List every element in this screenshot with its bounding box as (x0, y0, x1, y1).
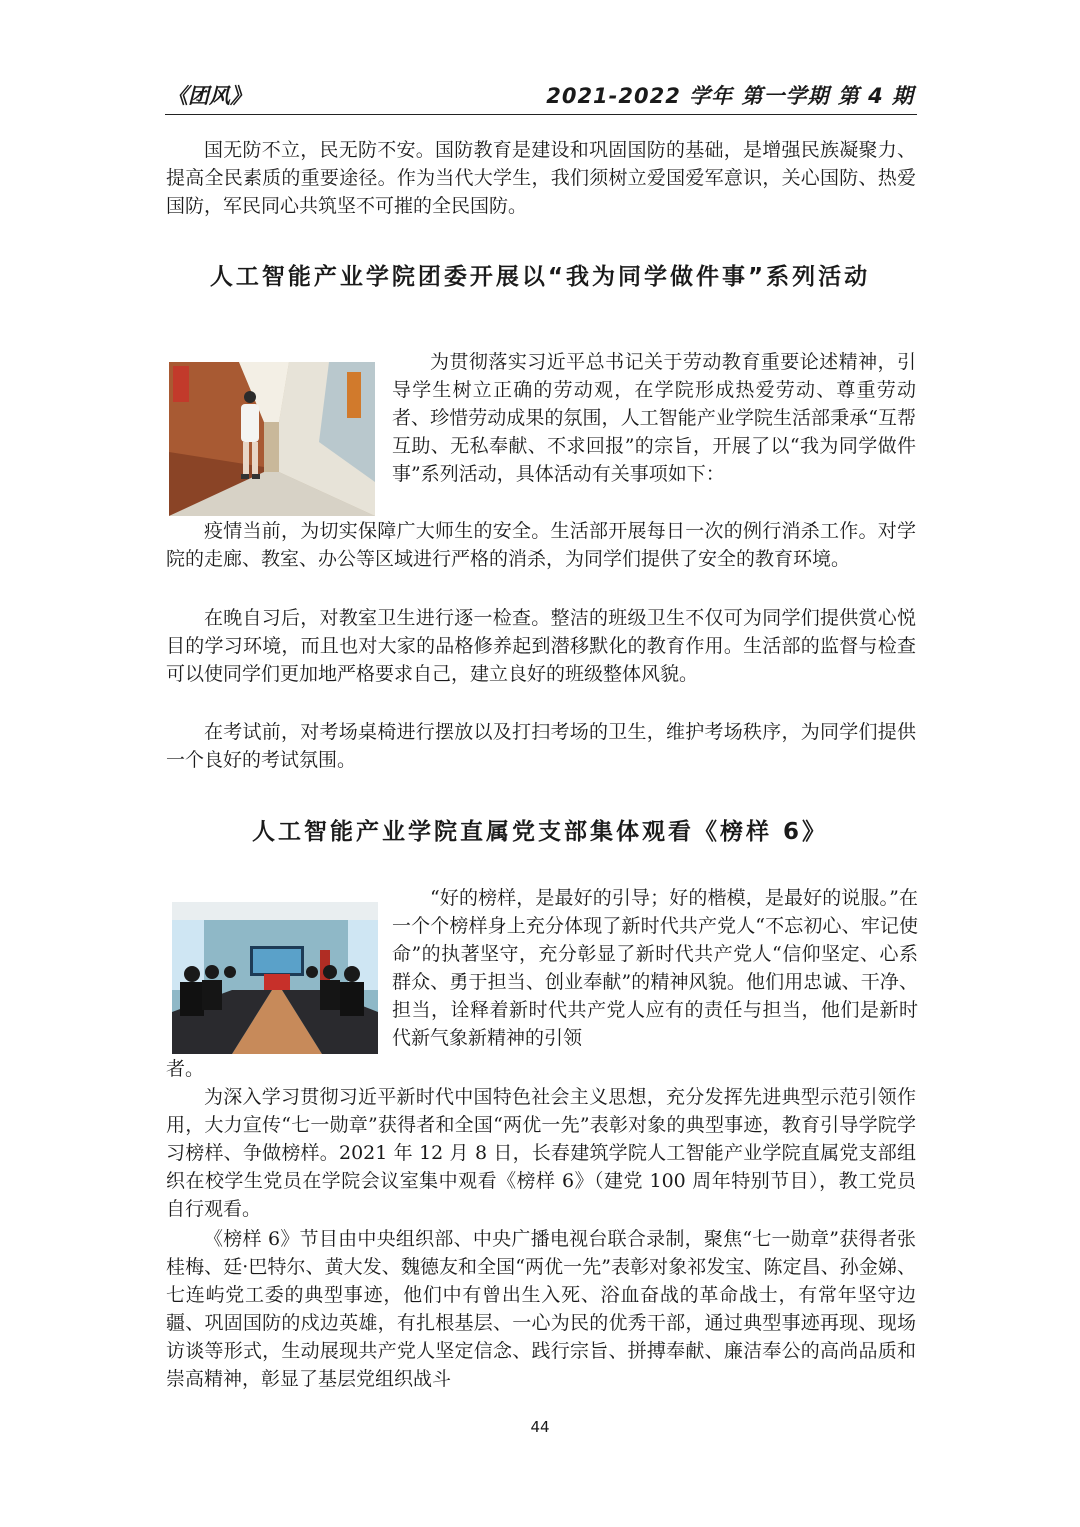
article2-paragraph-2: 《榜样 6》节目由中央组织部、中央广播电视台联合录制，聚焦“七一勋章”获得者张桂梅、廷·巴特尔、黄大发、魏德友和全国“两优一先”表彰对象祁发宝、陈定昌、孙金娣、七连屿党工委的典型事迹，他们中有曾出生入死、浴血奋战的革命战士，有常年坚守边疆、巩固国防的戍边英雄，有扎根基层、一心为民的优秀干部，通过典型事迹再现、现场访谈等形式，生动展现共产党人坚定信念、践行宗旨、拼搏奉献、廉洁奉公的高尚品质和崇高精神，彰显了基层党组织战斗 (166, 1228, 916, 1390)
article1-paragraph-3: 在考试前，对考场桌椅进行摆放以及打扫考场的卫生，维护考场秩序，为同学们提供一个良好的考试氛围。 (166, 721, 916, 771)
article1-title: 人工智能产业学院团委开展以“我为同学做件事”系列活动 (209, 264, 871, 290)
header-divider (165, 114, 917, 115)
article1-lead: 为贯彻落实习近平总书记关于劳动教育重要论述精神，引导学生树立正确的劳动观，在学院形成热爱劳动、尊重劳动者、珍惜劳动成果的氛围，人工智能产业学院生活部秉承“互帮互助、无私奉献、不求回报”的宗旨，开展了以“我为同学做件事”系列活动，具体活动有关事项如下： (392, 351, 916, 485)
article1-paragraph-2: 在晚自习后，对教室卫生进行逐一检查。整洁的班级卫生不仅可为同学们提供赏心悦目的学习环境，而且也对大家的品格修养起到潜移默化的教育作用。生活部的监督与检查可以使同学们更加地严格要求自己，建立良好的班级整体风貌。 (166, 607, 916, 685)
article2-lead-tail: 者。 (166, 1058, 205, 1080)
corridor-photo (169, 362, 375, 516)
issue-info: 2021-2022 学年 第一学期 第 4 期 (546, 84, 914, 108)
intro-paragraph: 国无防不立，民无防不安。国防教育是建设和巩固国防的基础，是增强民族凝聚力、提高全民素质的重要途径。作为当代大学生，我们须树立爱国爱军意识，关心国防、热爱国防，军民同心共筑坚不可摧的全民国防。 (166, 139, 916, 217)
meeting-photo (172, 902, 378, 1054)
magazine-title: 《团风》 (167, 84, 251, 108)
article2-title: 人工智能产业学院直属党支部集体观看《榜样 6》 (251, 819, 828, 845)
article2-paragraph-1: 为深入学习贯彻习近平新时代中国特色社会主义思想，充分发挥先进典型示范引领作用，大力宣传“七一勋章”获得者和全国“两优一先”表彰对象的典型事迹，教育引导学院学习榜样、争做榜样。2021 年 12 月 8 日，长春建筑学院人工智能产业学院直属党支部组织在校学生党员在学院会议室集中观看《榜样 6》（建党 100 周年特别节目），教工党员自行观看。 (166, 1086, 916, 1220)
article2-lead: “好的榜样，是最好的引导；好的楷模，是最好的说服。”在一个个榜样身上充分体现了新时代共产党人“不忘初心、牢记使命”的执著坚守，充分彰显了新时代共产党人“信仰坚定、心系群众、勇于担当、创业奉献”的精神风貌。他们用忠诚、干净、担当，诠释着新时代共产党人应有的责任与担当，他们是新时代新气象新精神的引领 (392, 887, 918, 1049)
page-number: 44 (530, 1418, 550, 1436)
article1-paragraph-1: 疫情当前，为切实保障广大师生的安全。生活部开展每日一次的例行消杀工作。对学院的走廊、教室、办公等区域进行严格的消杀，为同学们提供了安全的教育环境。 (166, 520, 916, 570)
